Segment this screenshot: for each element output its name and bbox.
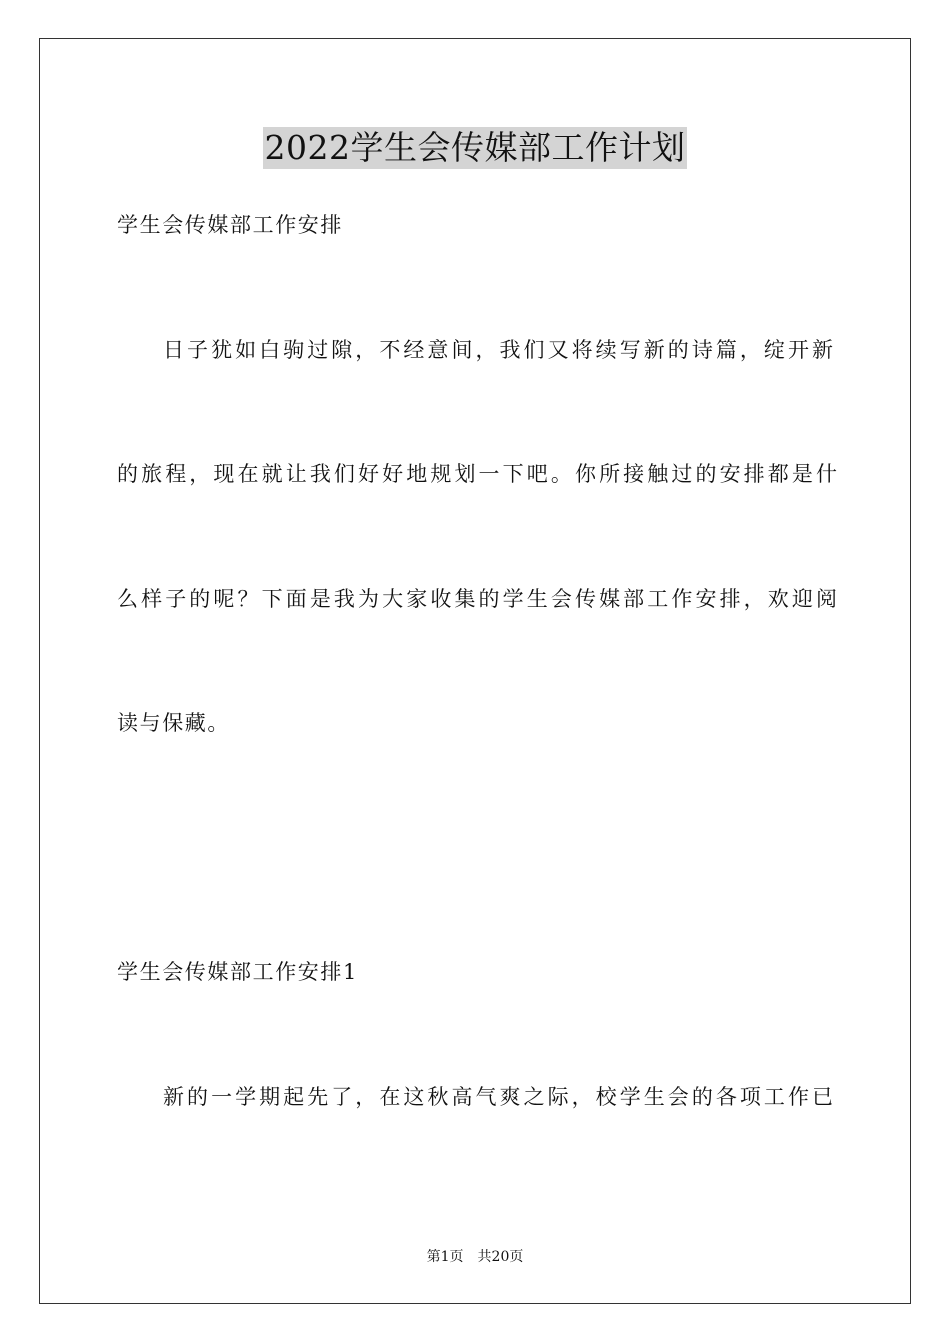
paragraph-line: 的旅程，现在就让我们好好地规划一下吧。你所接触过的安排都是什 xyxy=(117,462,837,486)
page-number-total: 共20页 xyxy=(477,1249,524,1265)
page-number-current: 第1页 xyxy=(426,1249,464,1265)
paragraph-line: 么样子的呢？下面是我为大家收集的学生会传媒部工作安排，欢迎阅 xyxy=(117,587,837,611)
paragraph-line: 新的一学期起先了，在这秋高气爽之际，校学生会的各项工作已 xyxy=(163,1085,833,1109)
section-heading: 学生会传媒部工作安排1 xyxy=(117,960,358,984)
page-footer xyxy=(0,1248,950,1266)
section-heading: 学生会传媒部工作安排 xyxy=(117,213,343,237)
document-title: 2022学生会传媒部工作计划 xyxy=(264,128,686,167)
paragraph-line: 日子犹如白驹过隙，不经意间，我们又将续写新的诗篇，绽开新 xyxy=(163,338,833,362)
title-container xyxy=(0,127,950,169)
paragraph-line: 读与保藏。 xyxy=(117,711,230,735)
